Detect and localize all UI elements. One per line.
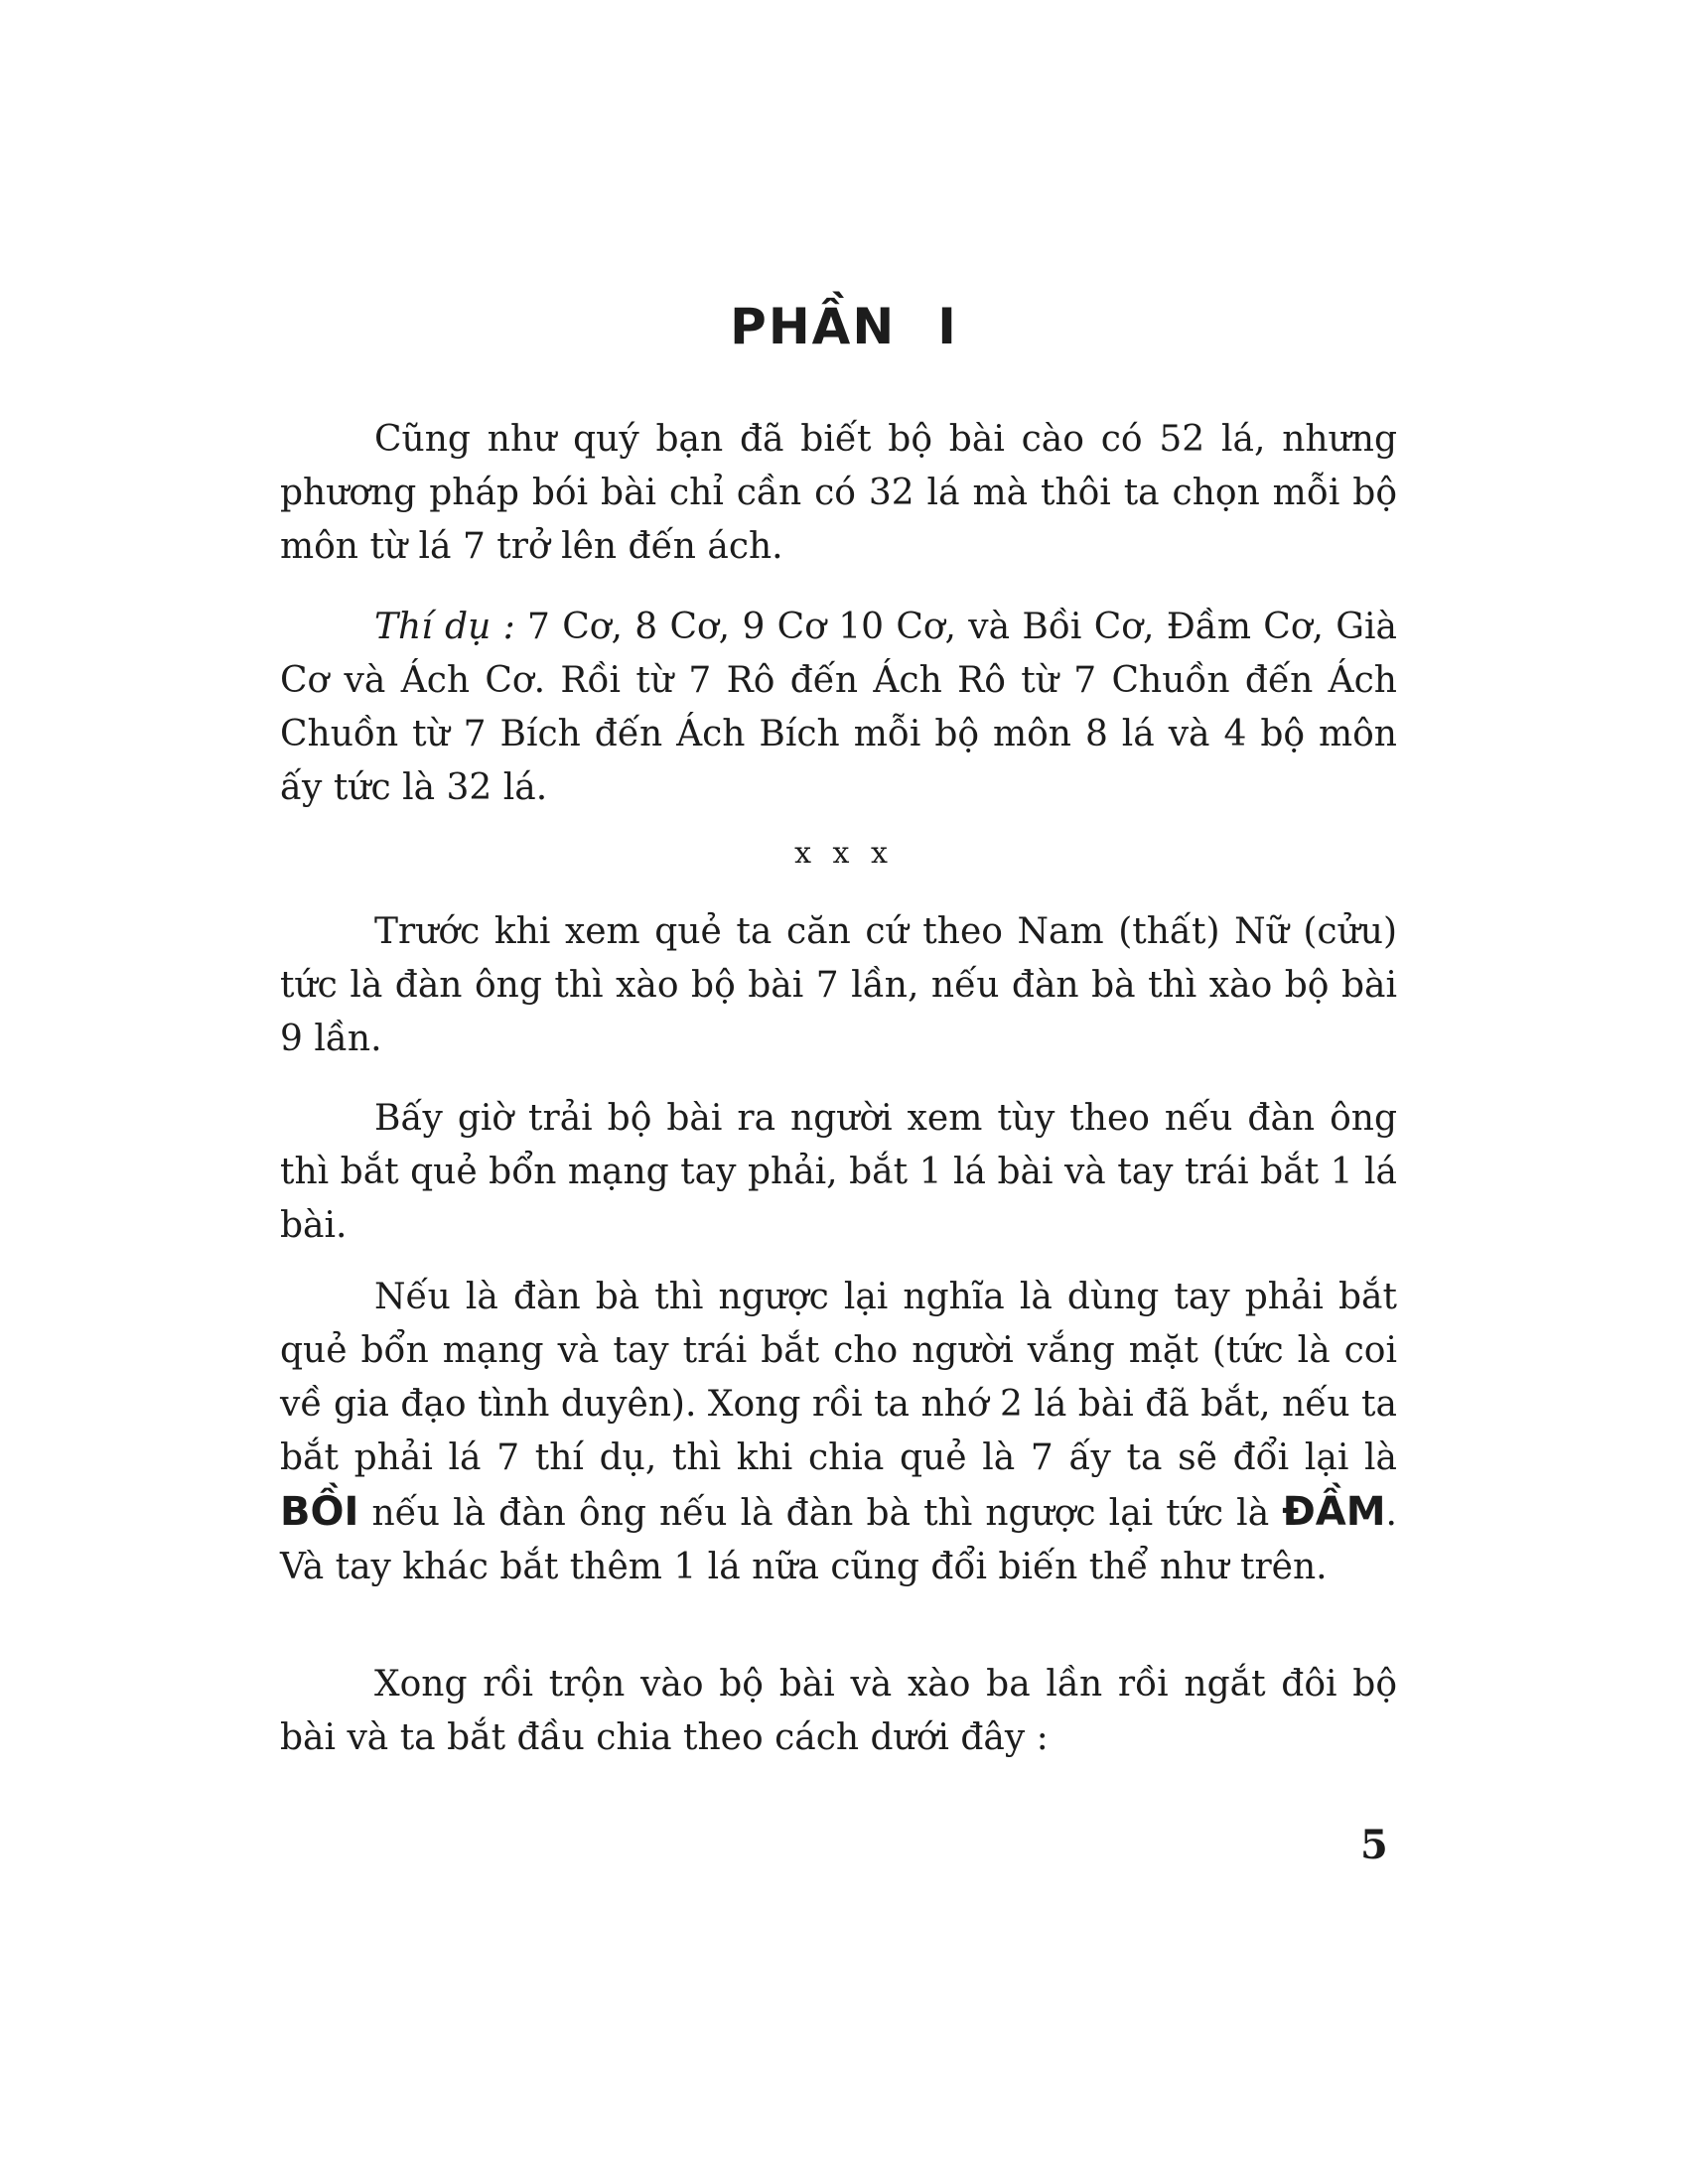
heading-numeral: I — [937, 298, 958, 355]
section-separator: x x x — [794, 836, 894, 871]
paragraph-deal: Xong rồi trộn vào bộ bài và xào ba lần rồi ngắt đôi bộ bài và ta bắt đầu chia theo cách dưới đây : — [280, 1664, 1397, 1758]
section-heading — [0, 298, 1688, 355]
page-number: 5 — [1360, 1822, 1388, 1868]
example-label: Thí dụ : — [374, 607, 515, 647]
draw-woman-text-b: nếu là đàn ông nếu là đàn bà thì ngược lại tức là — [358, 1493, 1283, 1534]
heading-word: PHẦN — [730, 298, 897, 355]
paragraph-example — [280, 601, 1397, 815]
emphasis-dam: ĐẦM — [1282, 1489, 1386, 1535]
paragraph-draw-woman — [280, 1271, 1397, 1594]
draw-woman-text-a: Nếu là đàn bà thì ngược lại nghĩa là dùng tay phải bắt quẻ bổn mạng và tay trái bắt cho người vắng mặt (tức là coi về gia đạo tình duyên). Xong rồi ta nhớ 2 lá bài đã bắt, nếu ta bắt phải lá 7 thí dụ, thì khi chia quẻ là 7 ấy ta sẽ đổi lại là — [280, 1277, 1397, 1478]
draw-woman-text-c: . Và tay khác bắt thêm 1 lá nữa cũng đổi biến thể như trên. — [280, 1493, 1397, 1587]
emphasis-boi: BỒI — [280, 1489, 359, 1535]
example-text: 7 Cơ, 8 Cơ, 9 Cơ 10 Cơ, và Bồi Cơ, Đầm Cơ, Già Cơ và Ách Cơ. Rồi từ 7 Rô đến Ách Rô từ 7 Chuồn đến Ách Chuồn từ 7 Bích đến Ách Bích mỗi bộ môn 8 lá và 4 bộ môn ấy tức là 32 lá. — [280, 607, 1397, 808]
paragraph-draw-man: Bấy giờ trải bộ bài ra người xem tùy theo nếu đàn ông thì bắt quẻ bổn mạng tay phải, bắt 1 lá bài và tay trái bắt 1 lá bài. — [280, 1098, 1397, 1246]
paragraph-shuffle: Trước khi xem quẻ ta căn cứ theo Nam (thất) Nữ (cửu) tức là đàn ông thì xào bộ bài 7 lần, nếu đàn bà thì xào bộ bài 9 lần. — [280, 911, 1397, 1059]
paragraph-card-count: Cũng như quý bạn đã biết bộ bài cào có 52 lá, nhưng phương pháp bói bài chỉ cần có 32 lá mà thôi ta chọn mỗi bộ môn từ lá 7 trở lên đến ách. — [280, 419, 1397, 567]
